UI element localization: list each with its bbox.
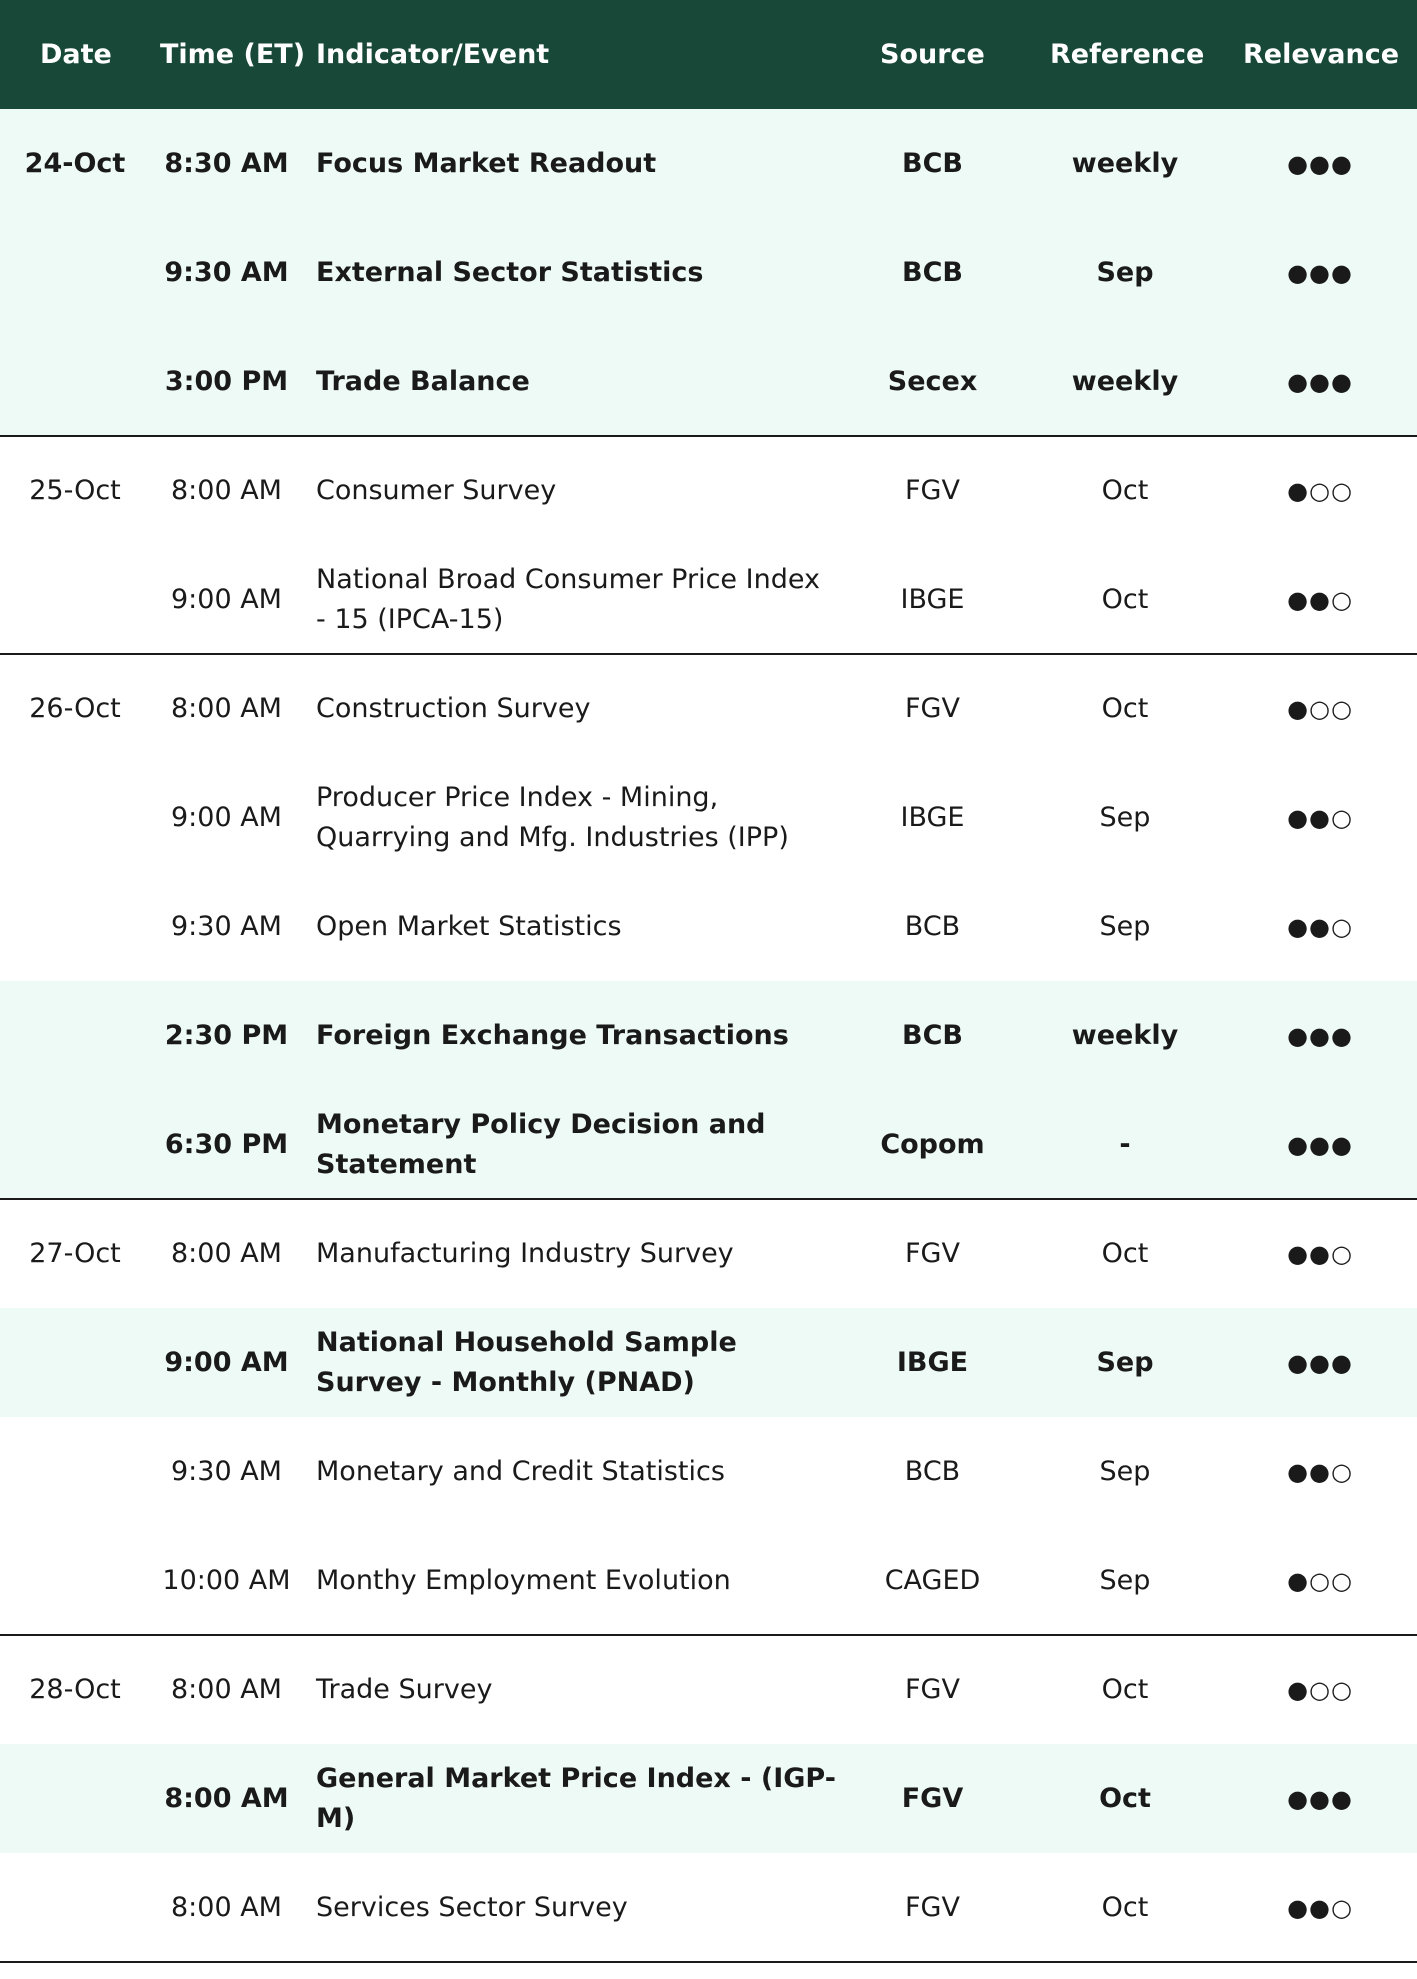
relevance-dots (1245, 545, 1395, 654)
source-cell-text: Secex (887, 366, 978, 397)
indicator-cell-text: National Household Sample Survey - Monthly (PNAD) (316, 1326, 737, 1398)
header-date: Date (40, 39, 112, 70)
indicator-cell (316, 327, 836, 436)
source-cell-text: FGV (905, 1238, 960, 1269)
date-cell (0, 545, 150, 654)
source-cell (855, 1308, 1010, 1417)
table-row (0, 872, 1417, 981)
time-cell (150, 1090, 303, 1199)
source-cell (855, 1853, 1010, 1962)
time-cell-text: 9:30 AM (171, 1456, 282, 1487)
time-cell-text: 8:00 AM (171, 1892, 282, 1923)
date-cell (0, 981, 150, 1090)
table-row (0, 436, 1417, 545)
source-cell (855, 654, 1010, 763)
time-cell-text: 6:30 PM (164, 1129, 289, 1160)
source-cell-text: Copom (880, 1129, 985, 1160)
table-row (0, 1526, 1417, 1635)
reference-cell (1030, 654, 1220, 763)
time-cell-text: 9:30 AM (171, 911, 282, 942)
reference-cell-text: Oct (1101, 1892, 1149, 1923)
source-cell-text: FGV (905, 1674, 960, 1705)
source-cell (855, 109, 1010, 218)
reference-cell-text: Sep (1099, 911, 1151, 942)
source-cell-text: FGV (901, 1783, 964, 1814)
reference-cell (1030, 545, 1220, 654)
source-cell-text: FGV (905, 475, 960, 506)
source-cell (855, 1417, 1010, 1526)
table-row (0, 1744, 1417, 1853)
source-cell (855, 1744, 1010, 1853)
reference-cell-text: weekly (1071, 1020, 1179, 1051)
time-cell (150, 1744, 303, 1853)
source-cell-text: FGV (905, 693, 960, 724)
relevance-dots-text: ●●○ (1287, 585, 1353, 614)
indicator-cell (316, 545, 836, 654)
relevance-dots (1245, 981, 1395, 1090)
relevance-dots (1245, 654, 1395, 763)
relevance-dots (1245, 327, 1395, 436)
source-cell (855, 1526, 1010, 1635)
reference-cell-text: Oct (1101, 584, 1149, 615)
source-cell (855, 1635, 1010, 1744)
reference-cell-text: Sep (1096, 1347, 1154, 1378)
time-cell-text: 8:00 AM (171, 475, 282, 506)
relevance-dots (1245, 872, 1395, 981)
time-cell-text: 8:00 AM (171, 1238, 282, 1269)
indicator-cell-text: Open Market Statistics (316, 910, 622, 942)
time-cell (150, 981, 303, 1090)
source-cell-text: BCB (902, 1020, 963, 1051)
time-cell (150, 1853, 303, 1962)
indicator-cell (316, 1417, 836, 1526)
date-cell (0, 1308, 150, 1417)
time-cell-text: 8:00 AM (171, 693, 282, 724)
reference-cell (1030, 1853, 1220, 1962)
time-cell-text: 9:00 AM (164, 1347, 289, 1378)
source-cell (855, 218, 1010, 327)
date-cell-text: 27-Oct (29, 1238, 121, 1269)
source-cell-text: BCB (904, 1456, 961, 1487)
table-row (0, 1199, 1417, 1308)
time-cell-text: 9:00 AM (171, 584, 282, 615)
time-cell (150, 872, 303, 981)
relevance-dots (1245, 1526, 1395, 1635)
date-cell (0, 327, 150, 436)
source-cell (855, 327, 1010, 436)
reference-cell (1030, 1308, 1220, 1417)
source-cell-text: BCB (904, 911, 961, 942)
date-cell-text: 28-Oct (29, 1674, 121, 1705)
time-cell (150, 218, 303, 327)
time-cell (150, 1417, 303, 1526)
relevance-dots-text: ●●● (1287, 1784, 1353, 1813)
indicator-cell (316, 1308, 836, 1417)
time-cell (150, 1635, 303, 1744)
table-row (0, 218, 1417, 327)
indicator-cell (316, 981, 836, 1090)
time-cell (150, 1199, 303, 1308)
indicator-cell-text: Construction Survey (316, 692, 591, 724)
relevance-dots-text: ●○○ (1287, 1675, 1353, 1704)
indicator-cell (316, 1635, 836, 1744)
indicator-cell (316, 1199, 836, 1308)
reference-cell (1030, 872, 1220, 981)
group-divider (0, 653, 1417, 655)
group-divider (0, 1198, 1417, 1200)
relevance-dots (1245, 1853, 1395, 1962)
time-cell-text: 8:00 AM (171, 1674, 282, 1705)
group-divider (0, 1634, 1417, 1636)
time-cell (150, 327, 303, 436)
indicator-cell (316, 1526, 836, 1635)
reference-cell-text: Sep (1099, 1456, 1151, 1487)
relevance-dots (1245, 218, 1395, 327)
indicator-cell-text: Trade Balance (316, 365, 530, 397)
indicator-cell (316, 109, 836, 218)
reference-cell-text: Oct (1101, 1674, 1149, 1705)
table-header (0, 0, 1417, 109)
reference-cell (1030, 1526, 1220, 1635)
relevance-dots-text: ●○○ (1287, 1566, 1353, 1595)
relevance-dots-text: ●●● (1287, 1348, 1353, 1377)
source-cell (855, 872, 1010, 981)
date-cell-text: 24-Oct (24, 148, 126, 179)
date-cell (0, 218, 150, 327)
reference-cell-text: Oct (1101, 475, 1149, 506)
date-cell (0, 1090, 150, 1199)
relevance-dots-text: ●○○ (1287, 694, 1353, 723)
date-cell-text: 26-Oct (29, 693, 121, 724)
source-cell (855, 981, 1010, 1090)
indicator-cell-text: Services Sector Survey (316, 1891, 628, 1923)
indicator-cell-text: Producer Price Index - Mining, Quarrying and Mfg. Industries (IPP) (316, 781, 789, 853)
source-cell-text: IBGE (900, 584, 965, 615)
reference-cell (1030, 109, 1220, 218)
indicator-cell (316, 763, 836, 872)
indicator-cell (316, 1853, 836, 1962)
date-cell-text: 25-Oct (29, 475, 121, 506)
date-cell (0, 1417, 150, 1526)
date-cell (0, 1526, 150, 1635)
time-cell (150, 545, 303, 654)
indicator-cell (316, 1090, 836, 1199)
indicator-cell-text: Manufacturing Industry Survey (316, 1237, 734, 1269)
relevance-dots-text: ●●● (1287, 1021, 1353, 1050)
indicator-cell-text: National Broad Consumer Price Index - 15 (IPCA-15) (316, 563, 820, 635)
relevance-dots-text: ●●● (1287, 367, 1353, 396)
source-cell-text: BCB (902, 148, 963, 179)
date-cell (0, 654, 150, 763)
indicator-cell-text: Focus Market Readout (316, 147, 657, 179)
time-cell (150, 763, 303, 872)
table-row (0, 1090, 1417, 1199)
indicator-cell-text: Foreign Exchange Transactions (316, 1019, 789, 1051)
time-cell-text: 8:30 AM (164, 148, 289, 179)
relevance-dots (1245, 436, 1395, 545)
relevance-dots-text: ●●● (1287, 1130, 1353, 1159)
reference-cell (1030, 1744, 1220, 1853)
table-row (0, 327, 1417, 436)
relevance-dots (1245, 1744, 1395, 1853)
reference-cell-text: Oct (1101, 693, 1149, 724)
time-cell-text: 9:00 AM (171, 802, 282, 833)
date-cell (0, 436, 150, 545)
relevance-dots (1245, 1635, 1395, 1744)
table-row (0, 109, 1417, 218)
table-row (0, 1635, 1417, 1744)
reference-cell (1030, 327, 1220, 436)
reference-cell (1030, 1635, 1220, 1744)
time-cell (150, 1308, 303, 1417)
reference-cell (1030, 1199, 1220, 1308)
source-cell-text: IBGE (896, 1347, 969, 1378)
header-indicator: Indicator/Event (316, 39, 550, 70)
indicator-cell-text: Consumer Survey (316, 474, 557, 506)
reference-cell-text: Oct (1101, 1238, 1149, 1269)
reference-cell-text: - (1119, 1129, 1131, 1160)
table-row (0, 654, 1417, 763)
relevance-dots (1245, 1090, 1395, 1199)
reference-cell (1030, 1417, 1220, 1526)
time-cell (150, 109, 303, 218)
reference-cell-text: Sep (1099, 802, 1151, 833)
time-cell (150, 436, 303, 545)
source-cell (855, 436, 1010, 545)
date-cell (0, 1199, 150, 1308)
indicator-cell (316, 654, 836, 763)
source-cell (855, 763, 1010, 872)
group-divider (0, 435, 1417, 437)
header-source: Source (880, 39, 985, 70)
relevance-dots (1245, 1199, 1395, 1308)
header-reference: Reference (1050, 39, 1205, 70)
date-cell (0, 872, 150, 981)
time-cell-text: 9:30 AM (164, 257, 289, 288)
table-row (0, 1308, 1417, 1417)
group-divider (0, 1961, 1417, 1963)
relevance-dots-text: ●○○ (1287, 476, 1353, 505)
reference-cell-text: weekly (1071, 148, 1179, 179)
date-cell (0, 1853, 150, 1962)
header-time: Time (ET) (160, 39, 306, 70)
table-row (0, 1853, 1417, 1962)
indicator-cell (316, 218, 836, 327)
relevance-dots-text: ●●○ (1287, 1239, 1353, 1268)
reference-cell (1030, 218, 1220, 327)
date-cell (0, 1744, 150, 1853)
relevance-dots (1245, 109, 1395, 218)
reference-cell (1030, 1090, 1220, 1199)
date-cell (0, 1635, 150, 1744)
source-cell (855, 1199, 1010, 1308)
indicator-cell-text: External Sector Statistics (316, 256, 704, 288)
indicator-cell (316, 436, 836, 545)
date-cell (0, 109, 150, 218)
relevance-dots (1245, 1308, 1395, 1417)
reference-cell-text: Oct (1099, 1783, 1151, 1814)
indicator-cell-text: General Market Price Index - (IGP-M) (316, 1762, 836, 1834)
indicator-cell (316, 1744, 836, 1853)
table-row (0, 545, 1417, 654)
relevance-dots-text: ●●○ (1287, 1893, 1353, 1922)
relevance-dots-text: ●●● (1287, 258, 1353, 287)
relevance-dots (1245, 1417, 1395, 1526)
time-cell (150, 1526, 303, 1635)
table-row (0, 763, 1417, 872)
relevance-dots (1245, 763, 1395, 872)
time-cell (150, 654, 303, 763)
reference-cell (1030, 436, 1220, 545)
indicator-cell (316, 872, 836, 981)
source-cell-text: FGV (905, 1892, 960, 1923)
reference-cell-text: weekly (1071, 366, 1179, 397)
indicator-cell-text: Monetary and Credit Statistics (316, 1455, 725, 1487)
relevance-dots-text: ●●○ (1287, 803, 1353, 832)
table-row (0, 981, 1417, 1090)
source-cell-text: BCB (902, 257, 963, 288)
indicator-cell-text: Monetary Policy Decision and Statement (316, 1108, 766, 1180)
table-row (0, 1417, 1417, 1526)
date-cell (0, 763, 150, 872)
relevance-dots-text: ●●○ (1287, 912, 1353, 941)
source-cell (855, 545, 1010, 654)
indicator-cell-text: Monthy Employment Evolution (316, 1564, 731, 1596)
relevance-dots-text: ●●○ (1287, 1457, 1353, 1486)
reference-cell (1030, 763, 1220, 872)
source-cell (855, 1090, 1010, 1199)
time-cell-text: 10:00 AM (162, 1565, 291, 1596)
reference-cell (1030, 981, 1220, 1090)
source-cell-text: IBGE (900, 802, 965, 833)
time-cell-text: 8:00 AM (164, 1783, 289, 1814)
source-cell-text: CAGED (884, 1565, 981, 1596)
indicator-cell-text: Trade Survey (316, 1673, 493, 1705)
reference-cell-text: Sep (1099, 1565, 1151, 1596)
time-cell-text: 2:30 PM (164, 1020, 289, 1051)
time-cell-text: 3:00 PM (164, 366, 289, 397)
reference-cell-text: Sep (1096, 257, 1154, 288)
header-relevance: Relevance (1243, 39, 1400, 70)
relevance-dots-text: ●●● (1287, 149, 1353, 178)
